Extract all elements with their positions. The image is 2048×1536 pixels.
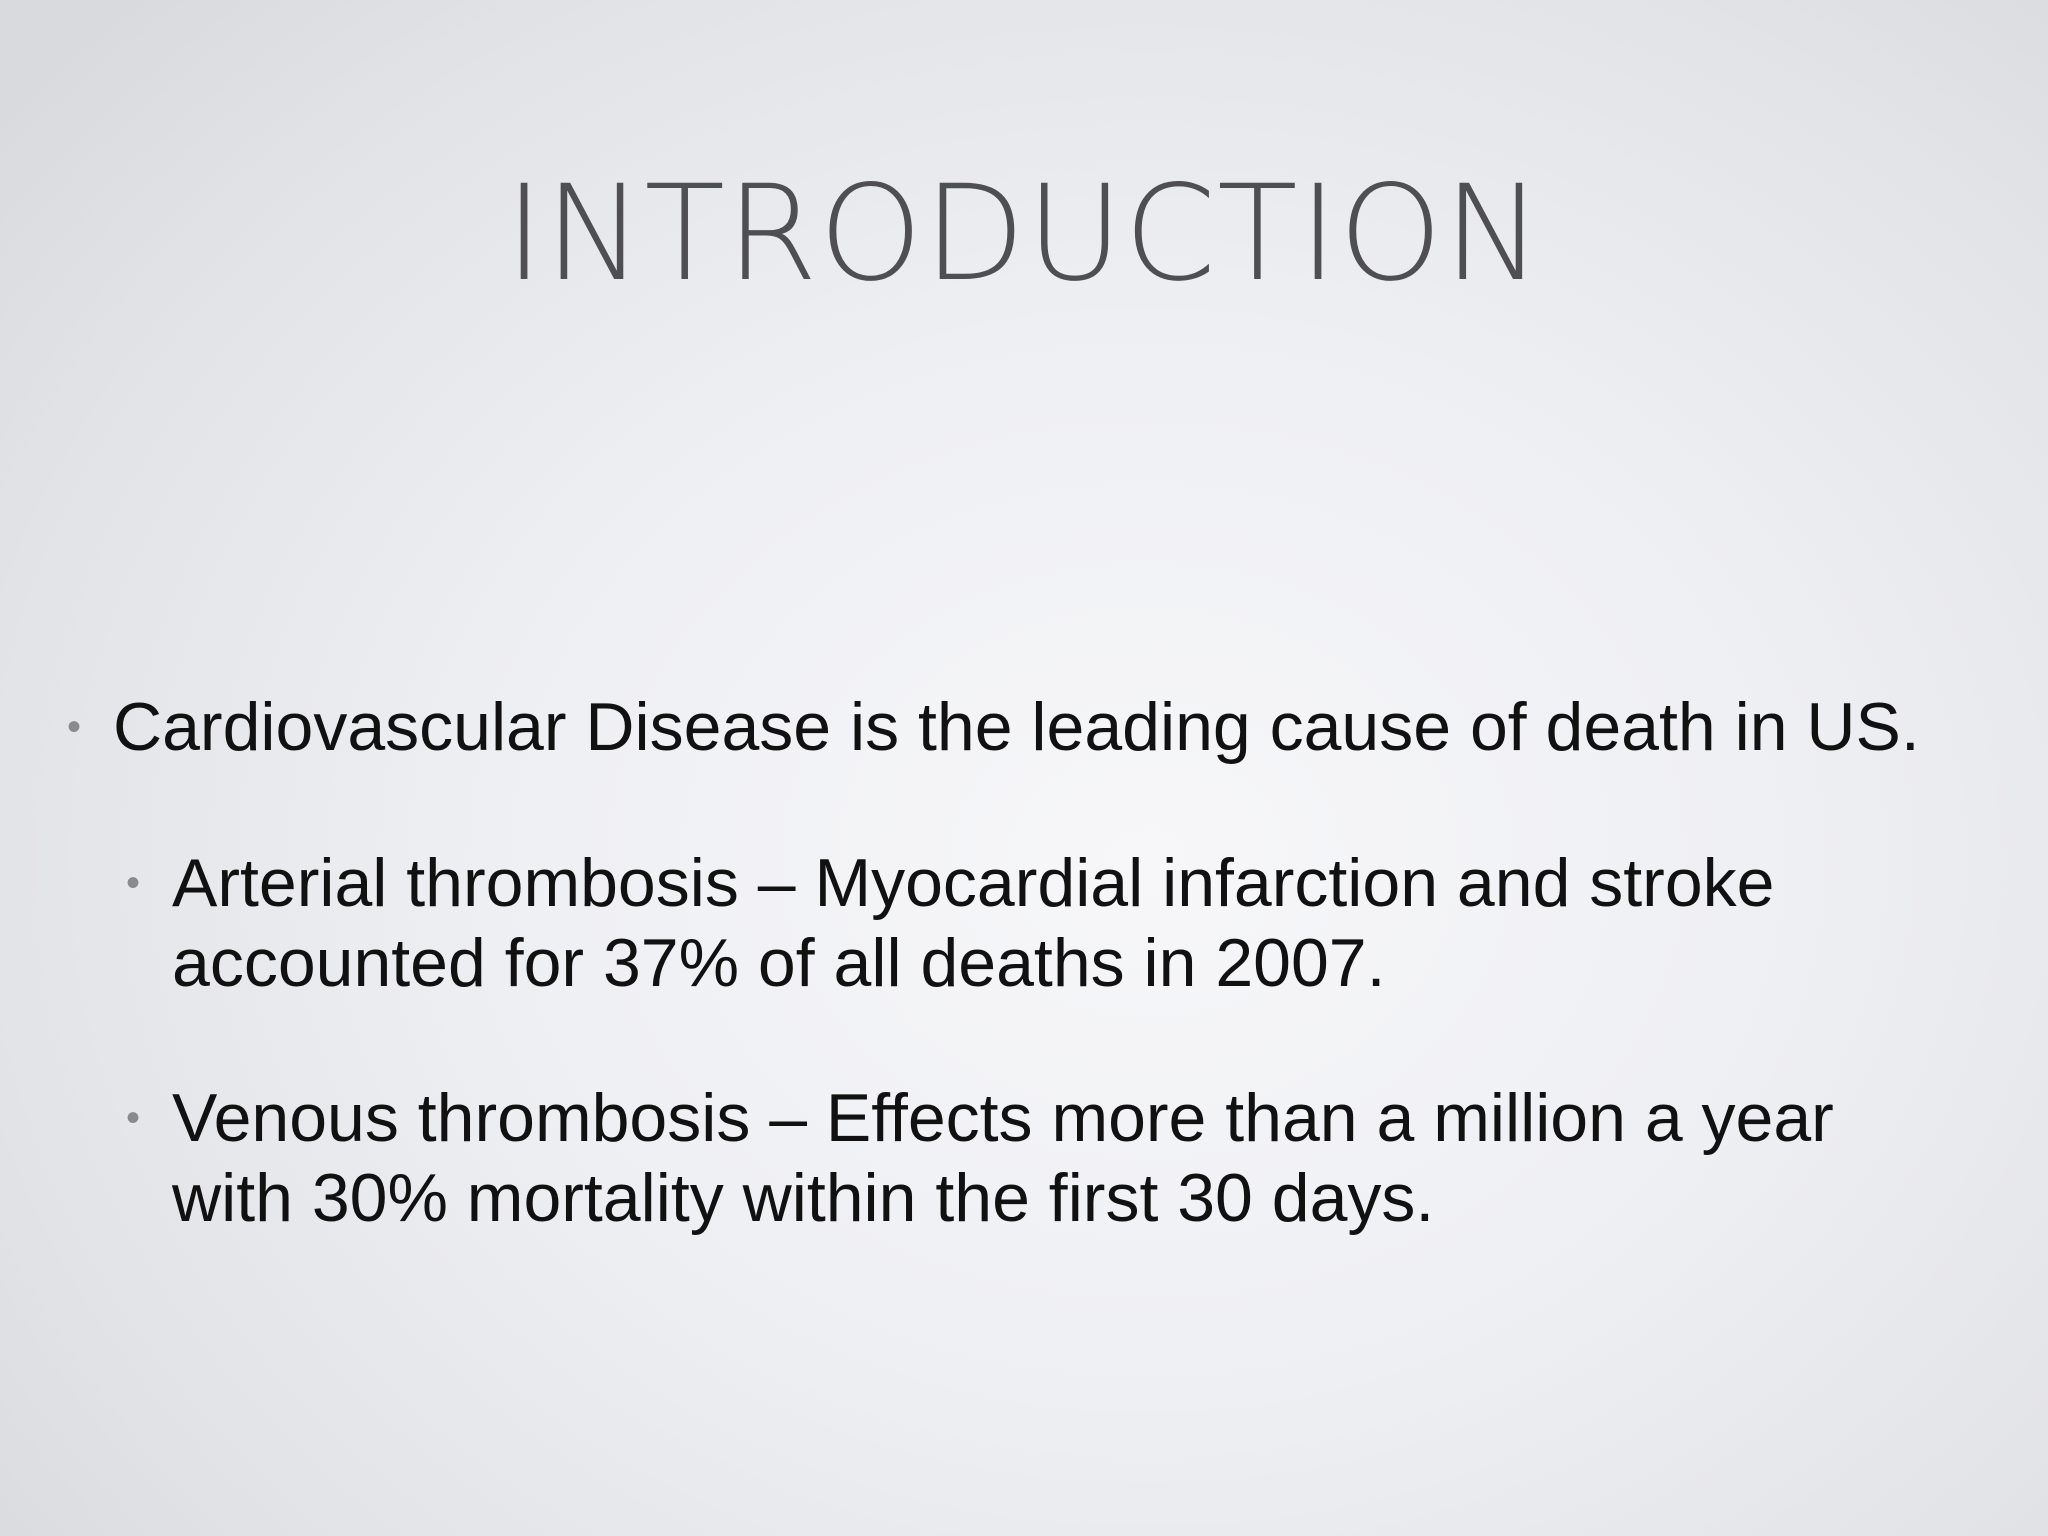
bullet-icon: •	[126, 861, 141, 905]
bullet-item-cardiovascular	[67, 687, 2013, 767]
bullet-text-line: with 30% mortality within the first 30 days.	[172, 1160, 1435, 1236]
bullet-text-line: Cardiovascular Disease is the leading cause of death in US.	[113, 689, 1920, 765]
bullet-text-line: accounted for 37% of all deaths in 2007.	[172, 925, 1386, 1001]
bullet-icon: •	[67, 705, 82, 749]
bullet-text-line: Arterial thrombosis – Myocardial infarction and stroke	[172, 845, 1775, 921]
bullet-icon: •	[126, 1096, 141, 1140]
bullet-item-arterial-thrombosis	[126, 843, 1972, 1003]
bullet-item-venous-thrombosis	[126, 1078, 1972, 1238]
slide-title: INTRODUCTION	[504, 157, 1544, 311]
bullet-text-line: Venous thrombosis – Effects more than a million a year	[172, 1080, 1834, 1156]
